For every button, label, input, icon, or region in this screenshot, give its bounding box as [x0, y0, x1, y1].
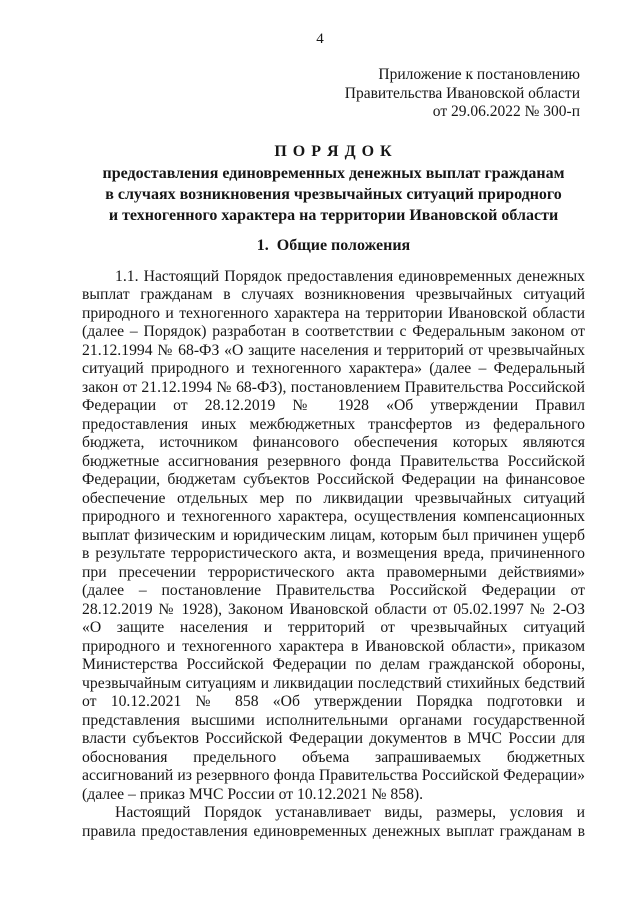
appendix-line-2: Правительства Ивановской области	[344, 84, 580, 102]
section-heading-general-provisions: 1. Общие положения	[256, 236, 411, 254]
title-subtitle-line-1: предоставления единовременных денежных выплат гражданам	[102, 164, 565, 182]
appendix-block	[0, 66, 580, 122]
paragraph-2: Настоящий Порядок устанавливает виды, размеры, условия и правила предоставления единовременных денежных выплат гражданам в	[82, 804, 585, 840]
paragraph-1-1: 1.1. Настоящий Порядок предоставления единовременных денежных выплат гражданам в случаях возникновения чрезвычайных ситуаций природного и техногенного характера на территории Ивановской области (далее – Порядок) разработан в соответствии с Федеральным законом от 21.12.1994 № 68-ФЗ «О защите населения и территорий от чрезвычайных ситуаций природного и техногенного характера» (далее – Федеральный закон от 21.12.1994 № 68-ФЗ), постановлением Правительства Российской Федерации от 28.12.2019 № 1928 «Об утверждении Правил предоставления иных межбюджетных трансфертов из федерального бюджета, источником финансового обеспечения которых являются бюджетные ассигнования резервного фонда Правительства Российской Федерации, бюджетам субъектов Российской Федерации на финансовое обеспечение отдельных мер по ликвидации чрезвычайных ситуаций природного и техногенного характера, осуществления компенсационных выплат физическим и юридическим лицам, которым был причинен ущерб в результате террористического акта, и возмещения вреда, причиненного при пресечении террористического акта правомерными действиями» (далее – постановление Правительства Российской Федерации от 28.12.2019 № 1928), Законом Ивановской области от 05.02.1997 № 2-ОЗ «О защите населения и территорий от чрезвычайных ситуаций природного и техногенного характера в Ивановской области», приказом Министерства Российской Федерации по делам гражданской обороны, чрезвычайным ситуациям и ликвидации последствий стихийных бедствий от 10.12.2021 № 858 «Об утверждении Порядка подготовки и представления высшими исполнительными органами государственной власти субъектов Российской Федерации документов в МЧС России для обоснования предельного объема запрашиваемых бюджетных ассигнований из резервного фонда Правительства Российской Федерации» (далее – приказ МЧС России от 10.12.2021 № 858).	[82, 267, 585, 803]
title-subtitle-line-3: и техногенного характера на территории Ивановской области	[108, 206, 559, 224]
appendix-line-3: от 29.06.2022 № 300-п	[432, 103, 580, 120]
appendix-line-1: Приложение к постановлению	[378, 66, 580, 83]
document-title	[82, 141, 585, 226]
document-body	[82, 268, 585, 842]
title-heading: П О Р Я Д О К	[274, 142, 393, 160]
page-number: 4	[316, 31, 324, 47]
title-subtitle-line-2: в случаях возникновения чрезвычайных ситуаций природного	[105, 185, 562, 203]
